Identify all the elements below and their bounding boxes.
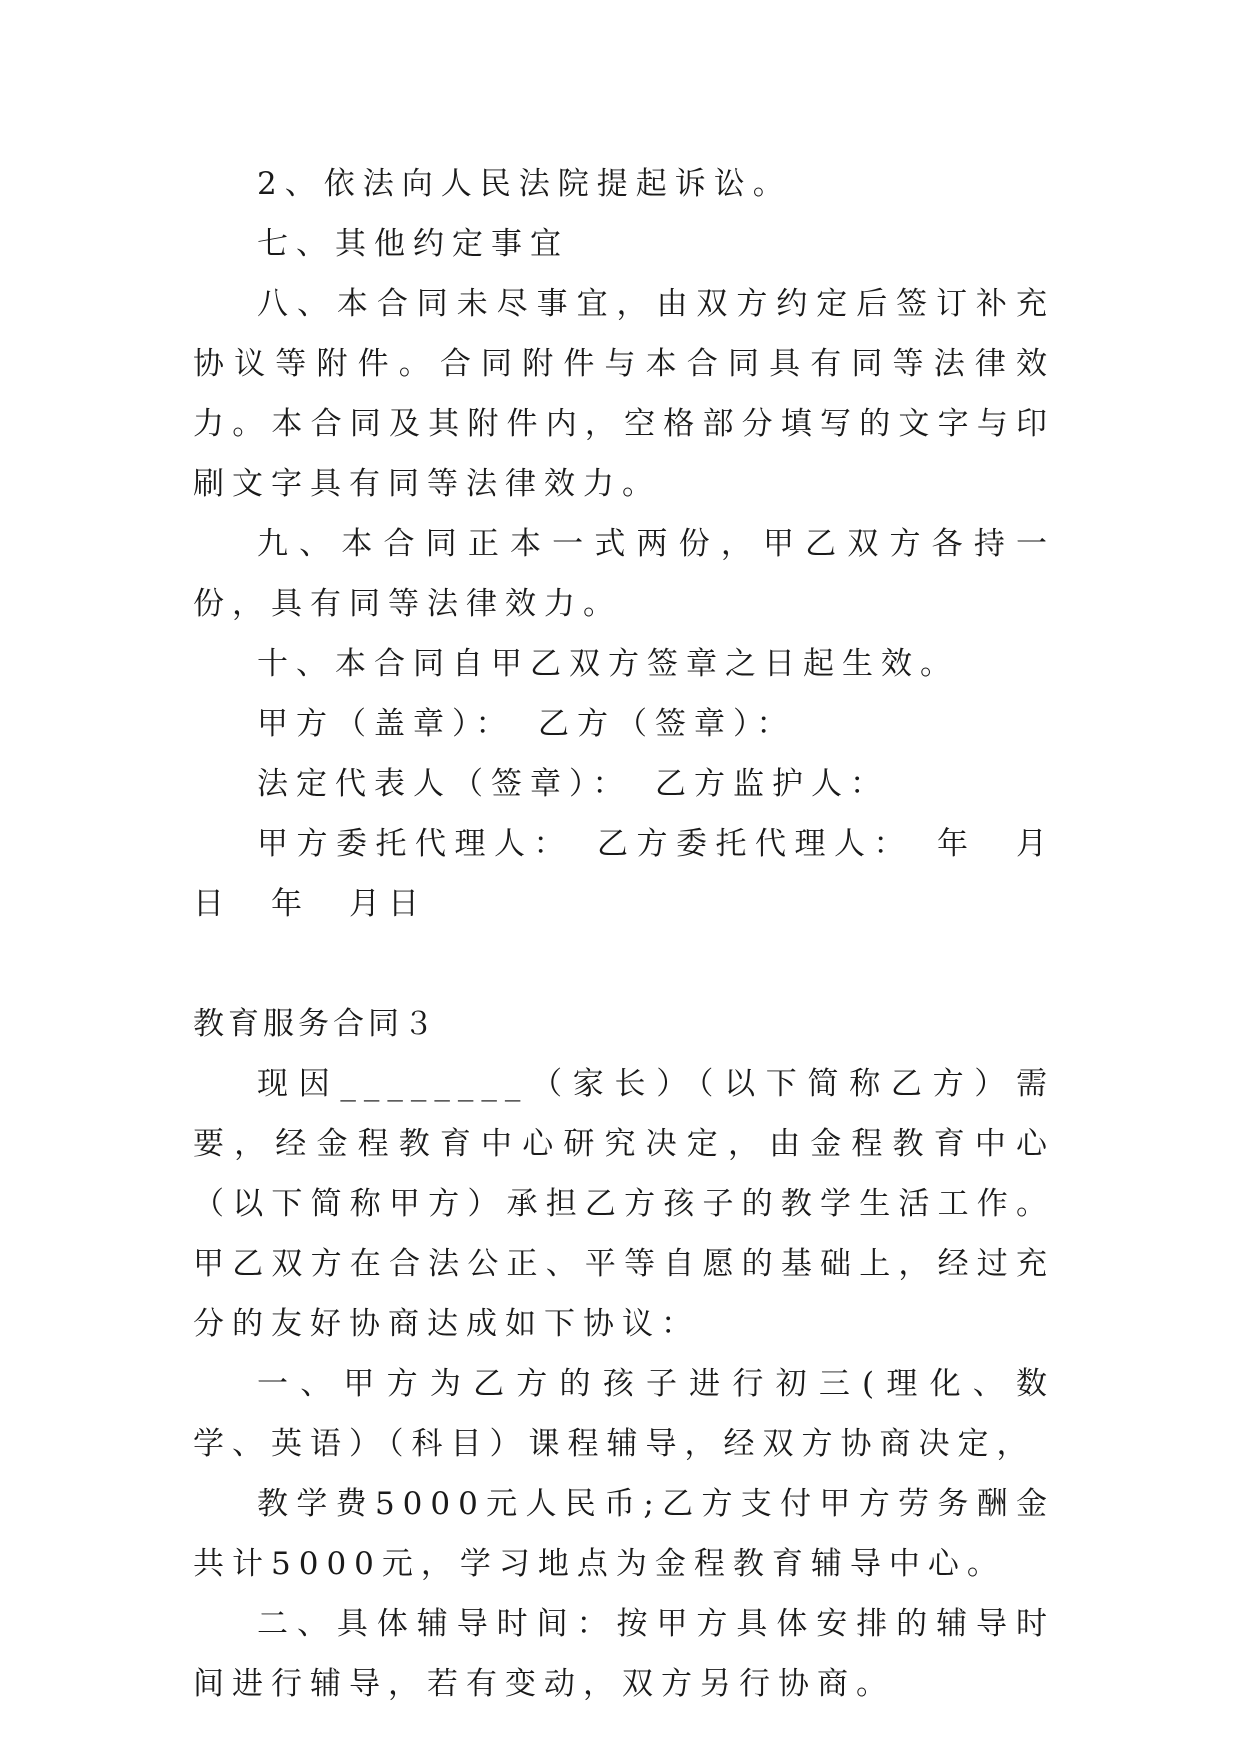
paragraph-clause-10: 十、本合同自甲乙双方签章之日起生效。 bbox=[257, 646, 959, 682]
paragraph-lawsuit: 2、依法向人民法院提起诉讼。 bbox=[257, 166, 792, 202]
document-body bbox=[193, 154, 1094, 1714]
paragraph-fees: 教学费5000元人民币;乙方支付甲方劳务酬金共计5000元，学习地点为金程教育辅导中心。 bbox=[193, 1486, 1055, 1582]
signature-agents-date: 甲方委托代理人： 乙方委托代理人： 年 月 日 年 月日 bbox=[193, 826, 1094, 922]
paragraph-clause-9: 九、本合同正本一式两份，甲乙双方各持一份，具有同等法律效力。 bbox=[193, 526, 1055, 622]
signature-party-a-b: 甲方（盖章）： 乙方（签章）： bbox=[257, 706, 796, 742]
signature-legal-representative: 法定代表人（签章）： 乙方监护人： bbox=[257, 766, 889, 802]
paragraph-clause-2: 二、具体辅导时间：按甲方具体安排的辅导时间进行辅导，若有变动，双方另行协商。 bbox=[193, 1606, 1055, 1702]
section-title: 教育服务合同３ bbox=[193, 1006, 438, 1042]
paragraph-preamble: 现因________（家长）（以下简称乙方）需要，经金程教育中心研究决定，由金程教育中心（以下简称甲方）承担乙方孩子的教学生活工作。甲乙双方在合法公正、平等自愿的基础上，经过充分的友好协商达成如下协议： bbox=[193, 1066, 1055, 1342]
paragraph-other-agreements: 七、其他约定事宜 bbox=[257, 226, 569, 262]
paragraph-clause-1: 一、甲方为乙方的孩子进行初三(理化、数学、英语）（科目）课程辅导，经双方协商决定， bbox=[193, 1366, 1055, 1462]
paragraph-clause-8: 八、本合同未尽事宜，由双方约定后签订补充协议等附件。合同附件与本合同具有同等法律效力。本合同及其附件内，空格部分填写的文字与印刷文字具有同等法律效力。 bbox=[193, 286, 1055, 502]
